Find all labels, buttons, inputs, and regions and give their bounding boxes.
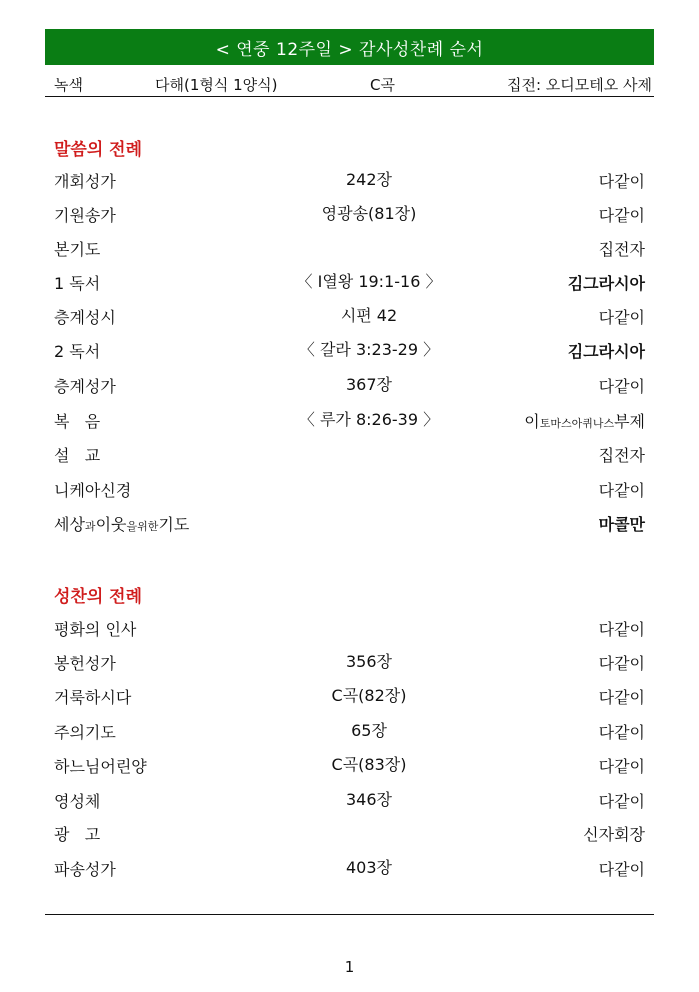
- row-detail: 242장: [346, 170, 392, 189]
- row-leader: 다같이: [598, 308, 645, 327]
- row-detail: 〈 루가 8:26-39 〉: [298, 410, 440, 429]
- order-row: [54, 231, 645, 265]
- row-name: 2 독서: [54, 342, 101, 361]
- order-row: [54, 197, 645, 231]
- row-leader: 다같이: [598, 654, 645, 673]
- row-leader: 다같이: [598, 792, 645, 811]
- row-leader: 신자회장: [583, 825, 645, 844]
- order-row: [54, 816, 645, 850]
- row-leader: 다같이: [598, 172, 645, 191]
- row-leader: [524, 409, 645, 432]
- row-name: 광 고: [54, 825, 101, 844]
- row-detail: 〈 I열왕 19:1-16 〉: [296, 272, 442, 291]
- row-leader: 다같이: [598, 377, 645, 396]
- name-part: 을위한: [126, 520, 159, 533]
- row-name: 니케아신경: [54, 481, 132, 500]
- row-detail: 〈 갈라 3:23-29 〉: [298, 340, 440, 359]
- row-name: [54, 512, 189, 535]
- row-leader: 집전자: [598, 240, 645, 259]
- row-detail: 403장: [346, 858, 392, 877]
- row-detail: 356장: [346, 652, 392, 671]
- row-name: 거룩하시다: [54, 688, 132, 707]
- liturgical-color: 녹색: [54, 76, 83, 94]
- row-leader: 다같이: [598, 481, 645, 500]
- row-name: 층계성시: [54, 308, 116, 327]
- order-row: [54, 506, 645, 540]
- row-name: 봉헌성가: [54, 654, 116, 673]
- order-row: [54, 472, 645, 506]
- row-name: 1 독서: [54, 274, 101, 293]
- liturgy-meta: [45, 70, 654, 97]
- order-row: [54, 437, 645, 471]
- section-title-word: 말씀의 전례: [54, 140, 143, 160]
- celebrant: 집전: 오디모테오 사제: [506, 76, 652, 94]
- chant-setting: C곡: [370, 76, 395, 94]
- row-detail: 영광송(81장): [321, 204, 417, 223]
- order-row: [54, 851, 645, 885]
- row-leader: 다같이: [598, 688, 645, 707]
- row-leader: 다같이: [598, 620, 645, 639]
- leader-surname: 이: [524, 412, 540, 431]
- row-detail: 367장: [346, 375, 392, 394]
- order-row: [54, 163, 645, 197]
- row-leader: 김그라시아: [567, 274, 645, 293]
- row-leader: 집전자: [598, 446, 645, 465]
- order-row: [54, 265, 645, 299]
- page-number: 1: [344, 958, 355, 976]
- section-title-eucharist: 성찬의 전례: [54, 587, 143, 607]
- order-row: [54, 333, 645, 367]
- reading-year: 다해(1형식 1양식): [155, 76, 278, 94]
- page-title: < 연중 12주일 > 감사성찬례 순서: [45, 29, 654, 65]
- row-detail: C곡(82장): [331, 686, 407, 705]
- order-row: [54, 748, 645, 782]
- row-name: 설 교: [54, 446, 101, 465]
- order-row: [54, 611, 645, 645]
- order-row: [54, 403, 645, 437]
- row-name: 평화의 인사: [54, 620, 137, 639]
- order-row: [54, 679, 645, 713]
- name-part: 이웃: [95, 515, 127, 534]
- order-row: [54, 299, 645, 333]
- row-name: 복 음: [54, 412, 101, 431]
- row-name: 하느님어린양: [54, 757, 147, 776]
- row-detail: 시편 42: [340, 306, 398, 325]
- row-detail: 346장: [346, 790, 392, 809]
- order-row: [54, 783, 645, 817]
- bottom-divider: [45, 914, 654, 915]
- row-leader: 다같이: [598, 757, 645, 776]
- order-row: [54, 368, 645, 402]
- row-detail: C곡(83장): [331, 755, 407, 774]
- row-leader: 다같이: [598, 860, 645, 879]
- name-part: 기도: [158, 515, 190, 534]
- row-name: 개회성가: [54, 172, 116, 191]
- order-row: [54, 645, 645, 679]
- row-name: 주의기도: [54, 723, 116, 742]
- row-leader: 다같이: [598, 206, 645, 225]
- row-name: 층계성가: [54, 377, 116, 396]
- name-part: 세상: [54, 515, 85, 534]
- row-leader: 다같이: [598, 723, 645, 742]
- order-row: [54, 714, 645, 748]
- row-name: 기원송가: [54, 206, 116, 225]
- row-name: 파송성가: [54, 860, 116, 879]
- leader-title: 부제: [614, 412, 645, 431]
- leader-baptismal-name: 토마스아퀴나스: [539, 417, 615, 430]
- row-name: 영성체: [54, 792, 101, 811]
- name-part: 과: [84, 520, 96, 533]
- row-name: 본기도: [54, 240, 101, 259]
- row-leader: 김그라시아: [567, 342, 645, 361]
- row-detail: 65장: [351, 721, 387, 740]
- row-leader: 마콜만: [598, 515, 645, 534]
